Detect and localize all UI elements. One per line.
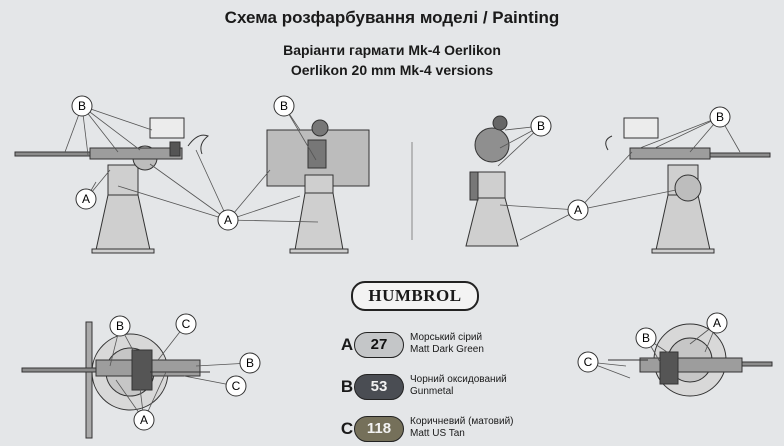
callout-c — [578, 352, 598, 372]
callout-a — [218, 210, 238, 230]
svg-text:C: C — [583, 355, 593, 369]
paint-name-ua-b: Чорний оксидований — [410, 374, 507, 385]
legend-key-c: C — [340, 419, 354, 438]
legend-key-b: B — [340, 377, 354, 396]
svg-text:A: A — [573, 203, 583, 217]
gun-top-view-right — [608, 324, 772, 396]
svg-text:B: B — [715, 110, 725, 124]
svg-text:B: B — [245, 356, 255, 370]
paint-name-en-a: Matt Dark Green — [410, 344, 484, 355]
callout-b — [274, 96, 294, 116]
callout-c — [176, 314, 196, 334]
subtitle-english: Oerlikon 20 mm Mk-4 versions — [290, 62, 494, 78]
svg-text:A: A — [223, 213, 233, 227]
paint-name-ua-a: Морський сірий — [410, 332, 483, 343]
svg-text:B: B — [279, 99, 289, 113]
callout-b — [531, 116, 551, 136]
paint-name-en-c: Matt US Tan — [410, 428, 465, 439]
callout-c — [226, 376, 246, 396]
gun-side-view-left — [15, 118, 208, 253]
svg-text:B: B — [641, 331, 651, 345]
humbrol-logo: HUMBROL — [351, 281, 479, 311]
callout-a — [76, 189, 96, 209]
paint-swatch-a: 27 — [354, 332, 404, 358]
callout-b — [710, 107, 730, 127]
paint-name-ua-c: Коричневий (матовий) — [410, 416, 514, 427]
svg-text:B: B — [77, 99, 87, 113]
callout-b — [110, 316, 130, 336]
svg-text:A: A — [139, 413, 149, 427]
gun-rear-view — [466, 116, 518, 246]
svg-text:A: A — [712, 316, 722, 330]
callout-b — [636, 328, 656, 348]
callout-b — [72, 96, 92, 116]
svg-text:C: C — [231, 379, 241, 393]
paint-name-en-b: Gunmetal — [410, 386, 454, 397]
svg-text:C: C — [181, 317, 191, 331]
gun-front-view-shield — [267, 120, 369, 253]
paint-swatch-c: 118 — [354, 416, 404, 442]
svg-text:B: B — [536, 119, 546, 133]
svg-text:B: B — [115, 319, 125, 333]
gun-side-view-right — [606, 118, 770, 253]
callout-a — [134, 410, 154, 430]
page-title: Схема розфарбування моделі / Painting — [224, 8, 560, 27]
paint-swatch-b: 53 — [354, 374, 404, 400]
svg-text:A: A — [81, 192, 91, 206]
callout-b — [240, 353, 260, 373]
subtitle-ukrainian: Варіанти гармати Mk-4 Oerlikon — [283, 42, 501, 58]
callout-a — [707, 313, 727, 333]
callout-a — [568, 200, 588, 220]
legend-key-a: A — [340, 335, 354, 354]
